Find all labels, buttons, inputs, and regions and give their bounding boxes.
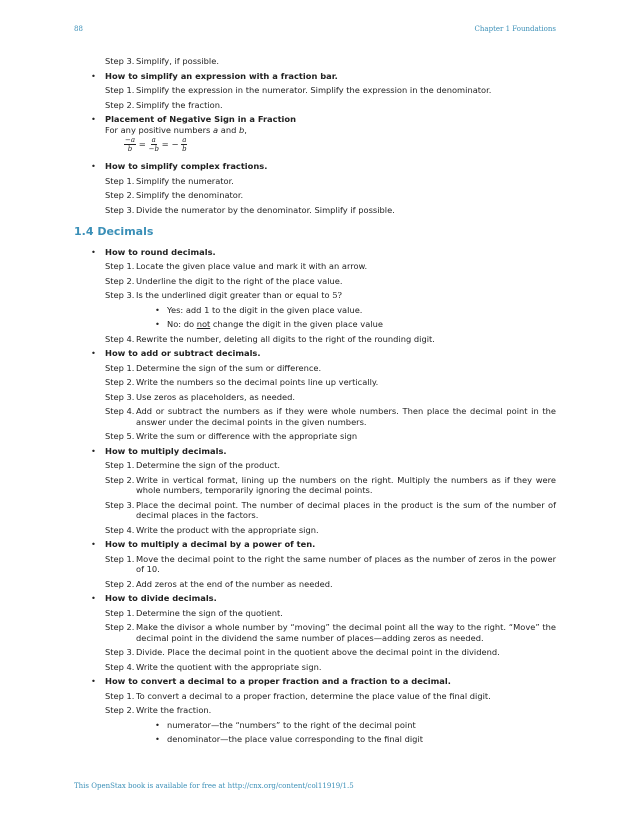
sub-bullet: • numerator—the “numbers” to the right of the decimal point (74, 720, 556, 731)
step-text: Determine the sign of the sum or difference. (136, 362, 322, 373)
step-number: Step 3. (105, 391, 135, 402)
step-number: Step 1. (105, 261, 135, 271)
step-text: Determine the sign of the quotient. (136, 607, 283, 618)
step-text: Determine the sign of the product. (136, 460, 280, 470)
section-heading: 1.4 Decimals (74, 225, 154, 238)
step (74, 608, 556, 619)
fraction: $\frac{a}{b}$ (182, 136, 187, 153)
property-title: • Placement of Negative Sign in a Fraction (74, 114, 556, 125)
procedure-title: • How to round decimals. (74, 247, 556, 258)
procedure-title: • How to multiply decimals. (74, 446, 556, 457)
footer-note: This OpenStax book is available for free at http://cnx.org/content/col11919/1.5 (74, 782, 354, 790)
procedure-title: • How to simplify an expression with a fraction bar. (74, 71, 556, 82)
step (74, 56, 556, 67)
step-number: Step 4. (105, 333, 135, 344)
step-number: Step 2. (105, 275, 135, 286)
step-text: Write in vertical format, lining up the numbers on the right. Multiply the numbers as if they were whole numbers, temporarily ignoring the decimal points. (136, 474, 556, 495)
step (74, 579, 556, 590)
step (74, 334, 556, 345)
step-text: Use zeros as placeholders, as needed. (136, 391, 296, 402)
procedure-title: • How to add or subtract decimals. (74, 348, 556, 359)
step-number: Step 2. (105, 99, 135, 110)
negative-sign-equation: $\frac{-a}{b}$ = $\frac{a}{-b}$ = − $\frac{a}{b}$ (125, 136, 187, 153)
sub-bullet: • Yes: add 1 to the digit in the given place value. (74, 305, 556, 316)
step (74, 363, 556, 374)
step (74, 647, 556, 658)
step-text: Simplify the expression in the numerator. Simplify the expression in the denominator. (136, 85, 492, 95)
step (74, 85, 556, 96)
step (74, 406, 556, 427)
step-text: Divide the numerator by the denominator. Simplify if possible. (136, 204, 395, 215)
step (74, 691, 556, 702)
step (74, 705, 556, 716)
step (74, 525, 556, 536)
step-number: Step 1. (105, 362, 135, 373)
math-five: 5? (332, 290, 342, 300)
step-text: Add or subtract the numbers as if they were whole numbers. Then place the decimal point in the answer under the decimal points in the given numbers. (136, 406, 556, 427)
step (74, 205, 556, 216)
step-number: Step 2. (105, 622, 135, 632)
step-text: Is the underlined digit greater than or equal to (136, 290, 330, 300)
property-intro: For any positive numbers a and b, (105, 124, 247, 135)
procedure-title: • How to simplify complex fractions. (74, 161, 556, 172)
step-number: Step 2. (105, 377, 135, 387)
step-text: Write the product with the appropriate sign. (136, 524, 319, 535)
step-number: Step 1. (105, 175, 135, 186)
step (74, 460, 556, 471)
step (74, 431, 556, 442)
step-number: Step 4. (105, 661, 135, 672)
step-text: Locate the given place value and mark it with an arrow. (136, 261, 368, 271)
step-number: Step 2. (105, 190, 135, 200)
procedure-title: • How to multiply a decimal by a power of ten. (74, 539, 556, 550)
step-number: Step 3. (105, 290, 135, 300)
step-number: Step 3. (105, 56, 135, 66)
step (74, 190, 556, 201)
step (74, 261, 556, 272)
step-text: Place the decimal point. The number of decimal places in the product is the sum of the number of decimal places in the factors. (136, 499, 556, 520)
step (74, 100, 556, 111)
page-number: 88 (74, 25, 83, 33)
step-number: Step 1. (105, 690, 135, 701)
step (74, 392, 556, 403)
procedure-title: • How to convert a decimal to a proper fraction and a fraction to a decimal. (74, 676, 556, 687)
step (74, 377, 556, 388)
step (74, 475, 556, 496)
chapter-title: Chapter 1 Foundations (474, 25, 556, 33)
step-text: Underline the digit to the right of the place value. (136, 275, 343, 286)
step-text: Write the fraction. (136, 705, 212, 715)
step-number: Step 4. (105, 406, 135, 416)
step-number: Step 3. (105, 647, 135, 657)
procedure-title: • How to divide decimals. (74, 593, 556, 604)
step-text: Write the quotient with the appropriate sign. (136, 661, 322, 672)
step-number: Step 1. (105, 85, 135, 95)
page-content (74, 56, 556, 749)
step-number: Step 2. (105, 578, 135, 589)
step (74, 554, 556, 575)
step-text: To convert a decimal to a proper fraction, determine the place value of the final digit. (136, 690, 491, 701)
step-text: Simplify, if possible. (136, 56, 219, 66)
step-number: Step 3. (105, 499, 135, 510)
step-number: Step 1. (105, 460, 135, 470)
step-text: Simplify the numerator. (136, 175, 234, 186)
step-text: Make the divisor a whole number by “moving” the decimal point all the way to the right. “Move” the decimal point in the dividend the same number of places—adding zeros as needed. (136, 622, 556, 643)
step-text: Write the sum or difference with the appropriate sign (136, 431, 358, 441)
step-text: Add zeros at the end of the number as needed. (136, 578, 333, 589)
step-number: Step 2. (105, 474, 135, 485)
step-number: Step 1. (105, 607, 135, 618)
step-text: Move the decimal point to the right the same number of places as the number of zeros in the power of 10. (136, 553, 556, 574)
step-text: Divide. Place the decimal point in the quotient above the decimal point in the dividend. (136, 647, 500, 657)
step (74, 500, 556, 521)
step (74, 662, 556, 673)
step (74, 176, 556, 187)
step-number: Step 3. (105, 204, 135, 215)
step-number: Step 5. (105, 431, 135, 441)
step-text: Simplify the denominator. (136, 190, 244, 200)
sub-bullet: • denominator—the place value corresponding to the final digit (74, 734, 556, 745)
step-number: Step 1. (105, 553, 135, 564)
fraction: $\frac{-a}{b}$ (125, 136, 136, 153)
step (74, 290, 556, 301)
step-text: Write the numbers so the decimal points line up vertically. (136, 377, 379, 387)
step (74, 276, 556, 287)
fraction: $\frac{a}{-b}$ (148, 136, 159, 153)
step-text: Simplify the fraction. (136, 99, 223, 110)
step-number: Step 2. (105, 705, 135, 715)
step-number: Step 4. (105, 524, 135, 535)
step (74, 622, 556, 643)
sub-bullet: • No: do not change the digit in the given place value (74, 319, 556, 330)
step-text: Rewrite the number, deleting all digits to the right of the rounding digit. (136, 333, 435, 344)
